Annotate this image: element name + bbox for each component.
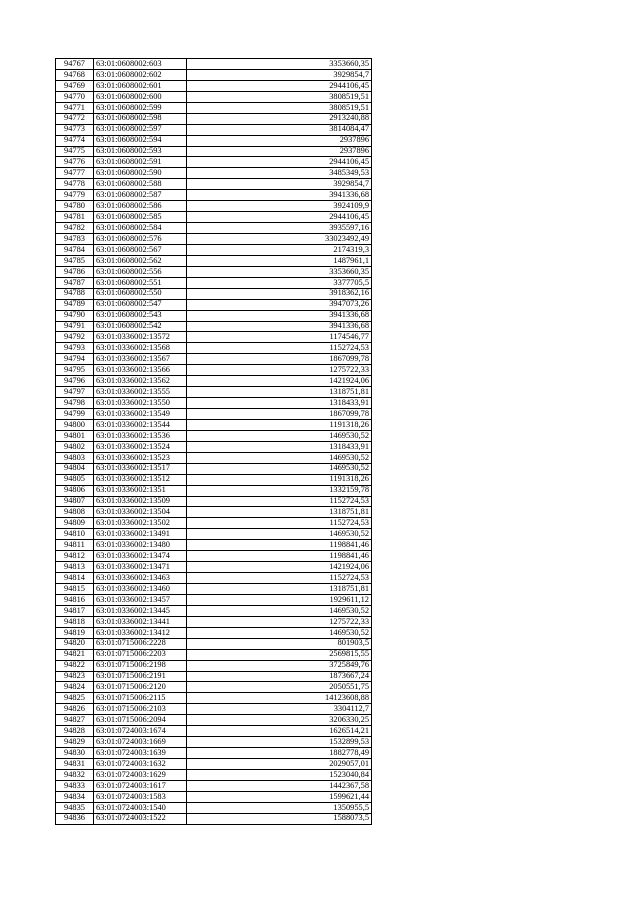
table-row xyxy=(56,802,372,813)
row-number-cell: 94830 xyxy=(56,748,94,759)
cadastral-number-cell: 63:01:0336002:13441 xyxy=(94,616,187,627)
cadastral-number-cell: 63:01:0608002:597 xyxy=(94,124,187,135)
cadastral-number-cell: 63:01:0608002:584 xyxy=(94,223,187,234)
value-cell: 1191318,26 xyxy=(187,419,372,430)
table-row xyxy=(56,277,372,288)
table-row xyxy=(56,769,372,780)
value-cell: 1332159,78 xyxy=(187,485,372,496)
row-number-cell: 94805 xyxy=(56,474,94,485)
cadastral-number-cell: 63:01:0336002:13480 xyxy=(94,540,187,551)
row-number-cell: 94829 xyxy=(56,737,94,748)
row-number-cell: 94787 xyxy=(56,277,94,288)
value-cell: 1275722,33 xyxy=(187,616,372,627)
value-cell: 1929611,12 xyxy=(187,594,372,605)
row-number-cell: 94816 xyxy=(56,594,94,605)
table-row xyxy=(56,474,372,485)
table-row xyxy=(56,573,372,584)
table-row xyxy=(56,507,372,518)
value-cell: 1198841,46 xyxy=(187,540,372,551)
value-cell: 1174546,77 xyxy=(187,332,372,343)
cadastral-number-cell: 63:01:0715006:2203 xyxy=(94,649,187,660)
cadastral-number-cell: 63:01:0724003:1674 xyxy=(94,726,187,737)
value-cell: 3377705,5 xyxy=(187,277,372,288)
value-cell: 3941336,68 xyxy=(187,310,372,321)
row-number-cell: 94804 xyxy=(56,463,94,474)
cadastral-number-cell: 63:01:0608002:601 xyxy=(94,80,187,91)
cadastral-number-cell: 63:01:0724003:1540 xyxy=(94,802,187,813)
cadastral-number-cell: 63:01:0724003:1617 xyxy=(94,780,187,791)
row-number-cell: 94790 xyxy=(56,310,94,321)
table-row xyxy=(56,332,372,343)
value-cell: 1469530,52 xyxy=(187,605,372,616)
value-cell: 1350955,5 xyxy=(187,802,372,813)
value-cell: 3353660,35 xyxy=(187,59,372,70)
value-cell: 1469530,52 xyxy=(187,452,372,463)
value-cell: 1421924,06 xyxy=(187,376,372,387)
value-cell: 2174319,3 xyxy=(187,244,372,255)
cadastral-number-cell: 63:01:0336002:13566 xyxy=(94,365,187,376)
table-row xyxy=(56,80,372,91)
cadastral-number-cell: 63:01:0336002:13572 xyxy=(94,332,187,343)
value-cell: 1318751,81 xyxy=(187,507,372,518)
table-row xyxy=(56,69,372,80)
cadastral-number-cell: 63:01:0336002:13412 xyxy=(94,627,187,638)
row-number-cell: 94784 xyxy=(56,244,94,255)
row-number-cell: 94798 xyxy=(56,398,94,409)
cadastral-number-cell: 63:01:0608002:593 xyxy=(94,146,187,157)
table-row xyxy=(56,594,372,605)
table-row xyxy=(56,255,372,266)
table-row xyxy=(56,343,372,354)
cadastral-number-cell: 63:01:0336002:1351 xyxy=(94,485,187,496)
table-row xyxy=(56,496,372,507)
row-number-cell: 94828 xyxy=(56,726,94,737)
value-cell: 3353660,35 xyxy=(187,266,372,277)
table-row xyxy=(56,354,372,365)
value-cell: 2944106,45 xyxy=(187,212,372,223)
table-row xyxy=(56,365,372,376)
row-number-cell: 94788 xyxy=(56,288,94,299)
cadastral-number-cell: 63:01:0715006:2191 xyxy=(94,671,187,682)
table-row xyxy=(56,387,372,398)
cadastral-number-cell: 63:01:0608002:600 xyxy=(94,91,187,102)
value-cell: 1152724,53 xyxy=(187,496,372,507)
table-row xyxy=(56,693,372,704)
cadastral-number-cell: 63:01:0336002:13549 xyxy=(94,409,187,420)
table-row xyxy=(56,409,372,420)
cadastral-number-cell: 63:01:0608002:588 xyxy=(94,179,187,190)
row-number-cell: 94772 xyxy=(56,113,94,124)
row-number-cell: 94809 xyxy=(56,518,94,529)
row-number-cell: 94789 xyxy=(56,299,94,310)
row-number-cell: 94801 xyxy=(56,430,94,441)
table-row xyxy=(56,682,372,693)
table-row xyxy=(56,485,372,496)
value-cell: 2569815,55 xyxy=(187,649,372,660)
cadastral-number-cell: 63:01:0724003:1632 xyxy=(94,759,187,770)
cadastral-number-cell: 63:01:0336002:13502 xyxy=(94,518,187,529)
cadastral-number-cell: 63:01:0608002:542 xyxy=(94,321,187,332)
table-row xyxy=(56,113,372,124)
table-row xyxy=(56,376,372,387)
table-row xyxy=(56,759,372,770)
row-number-cell: 94835 xyxy=(56,802,94,813)
value-cell: 3725849,76 xyxy=(187,660,372,671)
table-row xyxy=(56,441,372,452)
cadastral-number-cell: 63:01:0608002:556 xyxy=(94,266,187,277)
cadastral-number-cell: 63:01:0336002:13504 xyxy=(94,507,187,518)
row-number-cell: 94795 xyxy=(56,365,94,376)
value-cell: 2944106,45 xyxy=(187,80,372,91)
table-row xyxy=(56,627,372,638)
value-cell: 3941336,68 xyxy=(187,321,372,332)
value-cell: 33023492,49 xyxy=(187,234,372,245)
table-row xyxy=(56,704,372,715)
cadastral-number-cell: 63:01:0336002:13471 xyxy=(94,562,187,573)
row-number-cell: 94796 xyxy=(56,376,94,387)
row-number-cell: 94768 xyxy=(56,69,94,80)
row-number-cell: 94797 xyxy=(56,387,94,398)
row-number-cell: 94792 xyxy=(56,332,94,343)
table-row xyxy=(56,616,372,627)
table-row xyxy=(56,463,372,474)
cadastral-number-cell: 63:01:0608002:576 xyxy=(94,234,187,245)
row-number-cell: 94817 xyxy=(56,605,94,616)
cadastral-number-cell: 63:01:0715006:2115 xyxy=(94,693,187,704)
table-body xyxy=(56,59,372,825)
table-row xyxy=(56,288,372,299)
row-number-cell: 94791 xyxy=(56,321,94,332)
row-number-cell: 94812 xyxy=(56,551,94,562)
value-cell: 1318433,91 xyxy=(187,441,372,452)
table-row xyxy=(56,671,372,682)
table-row xyxy=(56,529,372,540)
row-number-cell: 94803 xyxy=(56,452,94,463)
row-number-cell: 94786 xyxy=(56,266,94,277)
row-number-cell: 94822 xyxy=(56,660,94,671)
table-row xyxy=(56,102,372,113)
value-cell: 1867099,78 xyxy=(187,354,372,365)
table-row xyxy=(56,791,372,802)
row-number-cell: 94834 xyxy=(56,791,94,802)
table-row xyxy=(56,649,372,660)
row-number-cell: 94807 xyxy=(56,496,94,507)
value-cell: 801903,5 xyxy=(187,638,372,649)
cadastral-number-cell: 63:01:0336002:13491 xyxy=(94,529,187,540)
cadastral-number-cell: 63:01:0724003:1522 xyxy=(94,813,187,824)
row-number-cell: 94802 xyxy=(56,441,94,452)
value-cell: 3814084,47 xyxy=(187,124,372,135)
row-number-cell: 94783 xyxy=(56,234,94,245)
row-number-cell: 94794 xyxy=(56,354,94,365)
value-cell: 1152724,53 xyxy=(187,573,372,584)
value-cell: 3941336,68 xyxy=(187,190,372,201)
cadastral-number-cell: 63:01:0608002:587 xyxy=(94,190,187,201)
row-number-cell: 94769 xyxy=(56,80,94,91)
value-cell: 1152724,53 xyxy=(187,518,372,529)
table-row xyxy=(56,321,372,332)
table-row xyxy=(56,168,372,179)
row-number-cell: 94823 xyxy=(56,671,94,682)
cadastral-number-cell: 63:01:0608002:594 xyxy=(94,135,187,146)
value-cell: 3206330,25 xyxy=(187,715,372,726)
value-cell: 1469530,52 xyxy=(187,627,372,638)
cadastral-number-cell: 63:01:0608002:586 xyxy=(94,201,187,212)
row-number-cell: 94836 xyxy=(56,813,94,824)
cadastral-number-cell: 63:01:0336002:13509 xyxy=(94,496,187,507)
value-cell: 1487961,1 xyxy=(187,255,372,266)
cadastral-number-cell: 63:01:0336002:13474 xyxy=(94,551,187,562)
value-cell: 2937896 xyxy=(187,135,372,146)
table-row xyxy=(56,562,372,573)
row-number-cell: 94781 xyxy=(56,212,94,223)
value-cell: 2913240,88 xyxy=(187,113,372,124)
row-number-cell: 94775 xyxy=(56,146,94,157)
cadastral-number-cell: 63:01:0336002:13524 xyxy=(94,441,187,452)
row-number-cell: 94814 xyxy=(56,573,94,584)
value-cell: 3304112,7 xyxy=(187,704,372,715)
row-number-cell: 94833 xyxy=(56,780,94,791)
value-cell: 2944106,45 xyxy=(187,157,372,168)
row-number-cell: 94778 xyxy=(56,179,94,190)
cadastral-number-cell: 63:01:0715006:2094 xyxy=(94,715,187,726)
value-cell: 2029057,01 xyxy=(187,759,372,770)
row-number-cell: 94821 xyxy=(56,649,94,660)
value-cell: 1523040,84 xyxy=(187,769,372,780)
table-row xyxy=(56,660,372,671)
table-row xyxy=(56,398,372,409)
cadastral-number-cell: 63:01:0336002:13512 xyxy=(94,474,187,485)
table-row xyxy=(56,223,372,234)
row-number-cell: 94808 xyxy=(56,507,94,518)
value-cell: 1191318,26 xyxy=(187,474,372,485)
value-cell: 1599621,44 xyxy=(187,791,372,802)
row-number-cell: 94832 xyxy=(56,769,94,780)
value-cell: 2050551,75 xyxy=(187,682,372,693)
cadastral-number-cell: 63:01:0608002:567 xyxy=(94,244,187,255)
table-row xyxy=(56,212,372,223)
cadastral-number-cell: 63:01:0608002:590 xyxy=(94,168,187,179)
table-row xyxy=(56,91,372,102)
row-number-cell: 94825 xyxy=(56,693,94,704)
row-number-cell: 94770 xyxy=(56,91,94,102)
value-cell: 1152724,53 xyxy=(187,343,372,354)
row-number-cell: 94813 xyxy=(56,562,94,573)
row-number-cell: 94785 xyxy=(56,255,94,266)
row-number-cell: 94800 xyxy=(56,419,94,430)
row-number-cell: 94774 xyxy=(56,135,94,146)
row-number-cell: 94818 xyxy=(56,616,94,627)
cadastral-number-cell: 63:01:0336002:13550 xyxy=(94,398,187,409)
table-row xyxy=(56,419,372,430)
cadastral-number-cell: 63:01:0336002:13460 xyxy=(94,584,187,595)
value-cell: 1867099,78 xyxy=(187,409,372,420)
cadastral-number-cell: 63:01:0608002:598 xyxy=(94,113,187,124)
value-cell: 14123608,88 xyxy=(187,693,372,704)
value-cell: 3485349,53 xyxy=(187,168,372,179)
table-row xyxy=(56,59,372,70)
row-number-cell: 94779 xyxy=(56,190,94,201)
value-cell: 1198841,46 xyxy=(187,551,372,562)
cadastral-number-cell: 63:01:0336002:13562 xyxy=(94,376,187,387)
value-cell: 1626514,21 xyxy=(187,726,372,737)
value-cell: 1469530,52 xyxy=(187,463,372,474)
table-row xyxy=(56,748,372,759)
table-row xyxy=(56,179,372,190)
table-row xyxy=(56,244,372,255)
cadastral-number-cell: 63:01:0608002:550 xyxy=(94,288,187,299)
value-cell: 3808519,51 xyxy=(187,91,372,102)
table-row xyxy=(56,638,372,649)
cadastral-number-cell: 63:01:0336002:13567 xyxy=(94,354,187,365)
table-row xyxy=(56,452,372,463)
table-row xyxy=(56,157,372,168)
row-number-cell: 94782 xyxy=(56,223,94,234)
cadastral-number-cell: 63:01:0608002:562 xyxy=(94,255,187,266)
cadastral-number-cell: 63:01:0336002:13457 xyxy=(94,594,187,605)
table-row xyxy=(56,715,372,726)
table-row xyxy=(56,146,372,157)
row-number-cell: 94820 xyxy=(56,638,94,649)
row-number-cell: 94815 xyxy=(56,584,94,595)
value-cell: 2937896 xyxy=(187,146,372,157)
value-cell: 1442367,58 xyxy=(187,780,372,791)
value-cell: 1318751,81 xyxy=(187,387,372,398)
table-row xyxy=(56,299,372,310)
row-number-cell: 94810 xyxy=(56,529,94,540)
cadastral-number-cell: 63:01:0724003:1583 xyxy=(94,791,187,802)
table-row xyxy=(56,726,372,737)
row-number-cell: 94767 xyxy=(56,59,94,70)
cadastral-number-cell: 63:01:0608002:547 xyxy=(94,299,187,310)
row-number-cell: 94811 xyxy=(56,540,94,551)
cadastral-number-cell: 63:01:0336002:13536 xyxy=(94,430,187,441)
row-number-cell: 94827 xyxy=(56,715,94,726)
table-row xyxy=(56,540,372,551)
value-cell: 1882778,49 xyxy=(187,748,372,759)
row-number-cell: 94773 xyxy=(56,124,94,135)
cadastral-number-cell: 63:01:0608002:602 xyxy=(94,69,187,80)
value-cell: 1588073,5 xyxy=(187,813,372,824)
cadastral-number-cell: 63:01:0608002:591 xyxy=(94,157,187,168)
cadastral-number-cell: 63:01:0724003:1669 xyxy=(94,737,187,748)
value-cell: 3808519,51 xyxy=(187,102,372,113)
cadastral-number-cell: 63:01:0336002:13568 xyxy=(94,343,187,354)
cadastral-number-cell: 63:01:0724003:1629 xyxy=(94,769,187,780)
table-row xyxy=(56,135,372,146)
table-row xyxy=(56,190,372,201)
value-cell: 1318751,81 xyxy=(187,584,372,595)
cadastral-number-cell: 63:01:0715006:2120 xyxy=(94,682,187,693)
table-row xyxy=(56,551,372,562)
cadastral-number-cell: 63:01:0608002:585 xyxy=(94,212,187,223)
value-cell: 1421924,06 xyxy=(187,562,372,573)
cadastral-number-cell: 63:01:0608002:551 xyxy=(94,277,187,288)
cadastral-number-cell: 63:01:0608002:603 xyxy=(94,59,187,70)
row-number-cell: 94831 xyxy=(56,759,94,770)
value-cell: 3929854,7 xyxy=(187,179,372,190)
row-number-cell: 94806 xyxy=(56,485,94,496)
value-cell: 3924109,9 xyxy=(187,201,372,212)
cadastral-number-cell: 63:01:0336002:13544 xyxy=(94,419,187,430)
value-cell: 3935597,16 xyxy=(187,223,372,234)
table-row xyxy=(56,124,372,135)
cadastral-number-cell: 63:01:0336002:13517 xyxy=(94,463,187,474)
row-number-cell: 94819 xyxy=(56,627,94,638)
cadastral-number-cell: 63:01:0608002:543 xyxy=(94,310,187,321)
table-row xyxy=(56,813,372,824)
cadastral-value-table xyxy=(55,58,372,825)
cadastral-number-cell: 63:01:0715006:2103 xyxy=(94,704,187,715)
value-cell: 3918362,16 xyxy=(187,288,372,299)
table-row xyxy=(56,605,372,616)
row-number-cell: 94776 xyxy=(56,157,94,168)
row-number-cell: 94777 xyxy=(56,168,94,179)
cadastral-number-cell: 63:01:0715006:2228 xyxy=(94,638,187,649)
table-row xyxy=(56,737,372,748)
table-row xyxy=(56,266,372,277)
cadastral-number-cell: 63:01:0336002:13445 xyxy=(94,605,187,616)
value-cell: 1469530,52 xyxy=(187,529,372,540)
cadastral-number-cell: 63:01:0336002:13555 xyxy=(94,387,187,398)
row-number-cell: 94799 xyxy=(56,409,94,420)
row-number-cell: 94824 xyxy=(56,682,94,693)
cadastral-number-cell: 63:01:0608002:599 xyxy=(94,102,187,113)
cadastral-number-cell: 63:01:0336002:13523 xyxy=(94,452,187,463)
value-cell: 1275722,33 xyxy=(187,365,372,376)
table-row xyxy=(56,584,372,595)
table-row xyxy=(56,234,372,245)
cadastral-number-cell: 63:01:0724003:1639 xyxy=(94,748,187,759)
table-row xyxy=(56,430,372,441)
table-row xyxy=(56,518,372,529)
value-cell: 1873667,24 xyxy=(187,671,372,682)
value-cell: 1318433,91 xyxy=(187,398,372,409)
row-number-cell: 94780 xyxy=(56,201,94,212)
table-row xyxy=(56,201,372,212)
table-row xyxy=(56,310,372,321)
value-cell: 1469530,52 xyxy=(187,430,372,441)
table-row xyxy=(56,780,372,791)
row-number-cell: 94771 xyxy=(56,102,94,113)
cadastral-number-cell: 63:01:0336002:13463 xyxy=(94,573,187,584)
row-number-cell: 94793 xyxy=(56,343,94,354)
value-cell: 3929854,7 xyxy=(187,69,372,80)
value-cell: 3947073,26 xyxy=(187,299,372,310)
row-number-cell: 94826 xyxy=(56,704,94,715)
value-cell: 1532899,53 xyxy=(187,737,372,748)
cadastral-number-cell: 63:01:0715006:2198 xyxy=(94,660,187,671)
